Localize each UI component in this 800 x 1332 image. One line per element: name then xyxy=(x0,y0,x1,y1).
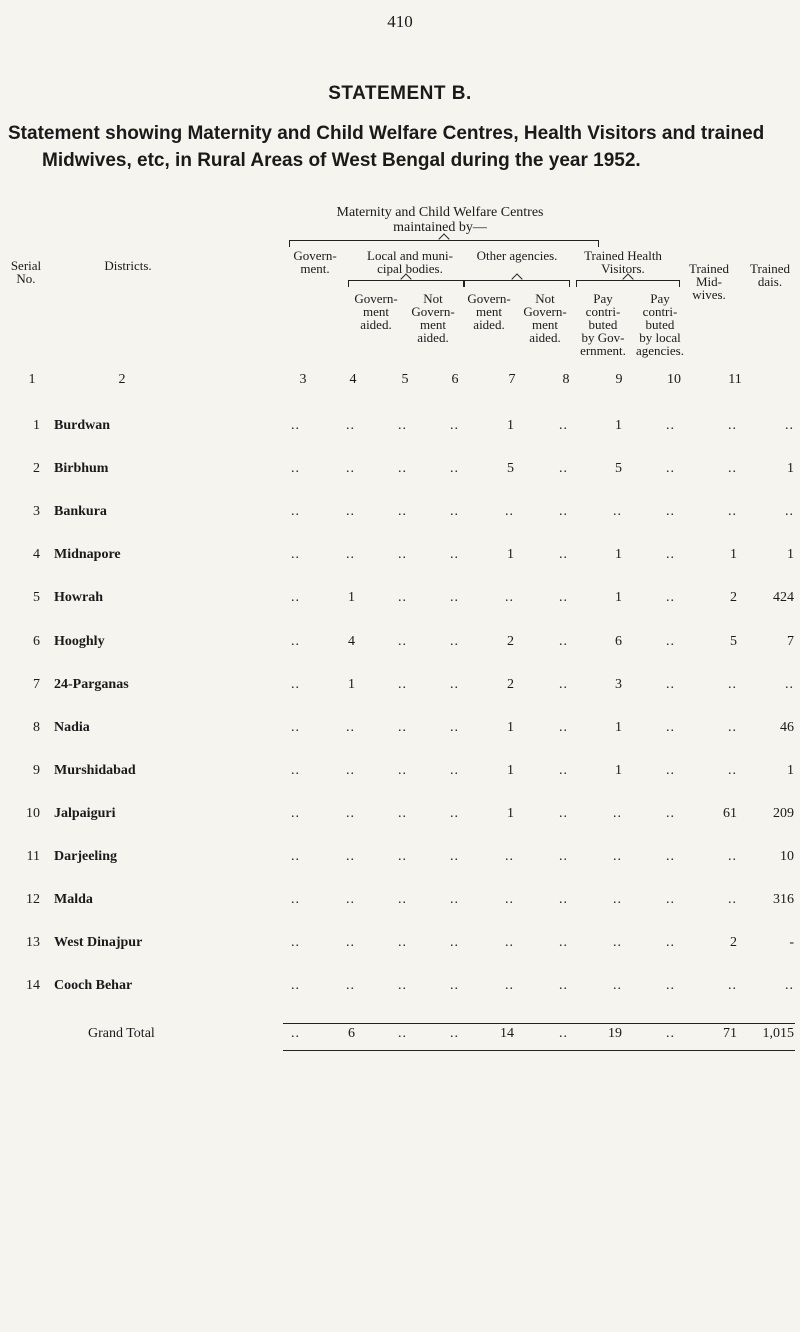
table-cell: .. xyxy=(728,763,737,778)
table-cell: 424 xyxy=(773,590,794,605)
table-cell: .. xyxy=(559,547,568,562)
table-cell: 1 xyxy=(507,806,514,821)
table-cell: .. xyxy=(291,677,300,692)
table-cell: .. xyxy=(398,720,407,735)
grand-total-cell: .. xyxy=(666,1026,675,1041)
header-hv-gov: Pay contri- buted by Gov- ernment. xyxy=(580,291,626,358)
table-cell: .. xyxy=(559,806,568,821)
district-name: Jalpaiguri xyxy=(54,806,116,821)
table-cell: .. xyxy=(346,504,355,519)
table-cell: 2 xyxy=(507,634,514,649)
table-cell: 1 xyxy=(787,763,794,778)
table-cell: .. xyxy=(291,806,300,821)
header-districts: Districts. xyxy=(104,258,152,273)
serial-no: 1 xyxy=(33,418,40,433)
table-cell: .. xyxy=(505,935,514,950)
table-cell: .. xyxy=(666,720,675,735)
table-cell: 6 xyxy=(615,634,622,649)
table-cell: .. xyxy=(291,978,300,993)
table-cell: .. xyxy=(398,935,407,950)
table-cell: .. xyxy=(398,849,407,864)
column-number: 4 xyxy=(349,372,357,387)
serial-no: 10 xyxy=(26,806,40,821)
grand-total-cell: 6 xyxy=(348,1026,355,1041)
table-cell: 1 xyxy=(615,763,622,778)
table-cell: 5 xyxy=(507,461,514,476)
table-cell: .. xyxy=(450,935,459,950)
column-number: 3 xyxy=(299,372,307,387)
serial-no: 6 xyxy=(33,634,40,649)
table-cell: 1 xyxy=(507,418,514,433)
table-cell: 46 xyxy=(780,720,794,735)
table-cell: .. xyxy=(398,418,407,433)
table-cell: 7 xyxy=(787,634,794,649)
serial-no: 11 xyxy=(26,849,40,864)
table-cell: .. xyxy=(666,849,675,864)
table-cell: .. xyxy=(291,418,300,433)
table-cell: .. xyxy=(291,720,300,735)
table-cell: .. xyxy=(450,720,459,735)
header-other-agencies: Other agencies. xyxy=(476,248,558,263)
column-number: 11 xyxy=(728,372,742,387)
table-cell: .. xyxy=(398,547,407,562)
column-number: 8 xyxy=(562,372,570,387)
table-cell: 1 xyxy=(348,677,355,692)
table-cell: .. xyxy=(559,763,568,778)
table-cell: .. xyxy=(291,547,300,562)
table-cell: .. xyxy=(346,418,355,433)
serial-no: 12 xyxy=(26,892,40,907)
table-cell: 1 xyxy=(615,720,622,735)
table-cell: 2 xyxy=(730,590,737,605)
column-number: 9 xyxy=(615,372,623,387)
table-cell: .. xyxy=(346,547,355,562)
table-cell: .. xyxy=(613,806,622,821)
header-hv-local: Pay contri- buted by local agencies. xyxy=(635,291,684,358)
table-cell: 316 xyxy=(773,892,794,907)
header-mcw-group: Maternity and Child Welfare Centres maintained by— xyxy=(336,205,544,235)
table-cell: .. xyxy=(666,763,675,778)
table-cell: .. xyxy=(785,978,794,993)
table-cell: 1 xyxy=(787,461,794,476)
serial-no: 13 xyxy=(26,935,40,950)
table-cell: .. xyxy=(450,461,459,476)
table-cell: .. xyxy=(666,978,675,993)
table-cell: .. xyxy=(398,806,407,821)
table-cell: .. xyxy=(785,504,794,519)
table-cell: - xyxy=(789,935,794,950)
table-cell: .. xyxy=(785,677,794,692)
district-name: Birbhum xyxy=(54,461,109,476)
table-cell: 1 xyxy=(507,763,514,778)
table-cell: .. xyxy=(346,763,355,778)
table-cell: .. xyxy=(613,978,622,993)
table-cell: .. xyxy=(450,763,459,778)
table-cell: .. xyxy=(346,720,355,735)
table-cell: .. xyxy=(559,849,568,864)
table-cell: .. xyxy=(291,763,300,778)
table-cell: .. xyxy=(398,763,407,778)
table-cell: .. xyxy=(346,461,355,476)
table-cell: .. xyxy=(559,978,568,993)
header-lb-not-aided: Not Govern- ment aided. xyxy=(411,291,455,345)
serial-no: 3 xyxy=(33,504,40,519)
header-health-visitors: Trained Health Visitors. xyxy=(584,248,662,276)
district-name: Murshidabad xyxy=(54,763,136,778)
table-cell: .. xyxy=(666,418,675,433)
table-cell: 1 xyxy=(507,547,514,562)
header-government: Govern- ment. xyxy=(293,248,337,276)
district-name: 24-Parganas xyxy=(54,677,129,692)
table-cell: .. xyxy=(559,935,568,950)
table-cell: .. xyxy=(450,849,459,864)
grand-total-cell: .. xyxy=(291,1026,300,1041)
table-cell: 61 xyxy=(723,806,737,821)
table-cell: .. xyxy=(666,892,675,907)
title-line-1: Statement showing Maternity and Child Welfare Centres, Health Visitors and trained xyxy=(8,123,765,144)
header-trained-dais: Trained dais. xyxy=(750,261,790,289)
table-cell: .. xyxy=(559,634,568,649)
serial-no: 7 xyxy=(33,677,40,692)
table-cell: .. xyxy=(291,892,300,907)
district-name: Nadia xyxy=(54,720,90,735)
table-cell: .. xyxy=(728,677,737,692)
district-name: West Dinajpur xyxy=(54,935,143,950)
column-number: 6 xyxy=(451,372,459,387)
table-cell: .. xyxy=(346,849,355,864)
district-name: Midnapore xyxy=(54,547,121,562)
brace-mcw xyxy=(289,240,599,247)
table-cell: .. xyxy=(666,590,675,605)
table-cell: 209 xyxy=(773,806,794,821)
table-cell: 2 xyxy=(730,935,737,950)
page-number: 410 xyxy=(387,12,413,31)
table-cell: .. xyxy=(450,806,459,821)
header-trained-midwives: Trained Mid- wives. xyxy=(689,261,729,302)
table-cell: .. xyxy=(450,504,459,519)
brace-local-bodies xyxy=(348,280,464,287)
district-name: Burdwan xyxy=(54,418,111,433)
header-oa-not-aided: Not Govern- ment aided. xyxy=(523,291,567,345)
table-cell: 3 xyxy=(615,677,622,692)
table-cell: .. xyxy=(450,590,459,605)
grand-total-cell: 14 xyxy=(500,1026,514,1041)
table-cell: .. xyxy=(559,590,568,605)
table-cell: 5 xyxy=(615,461,622,476)
table-cell: .. xyxy=(666,461,675,476)
document-title xyxy=(8,120,794,174)
column-number: 7 xyxy=(508,372,516,387)
district-name: Cooch Behar xyxy=(54,978,133,993)
table-cell: .. xyxy=(728,849,737,864)
table-cell: .. xyxy=(450,547,459,562)
grand-total-cell: 19 xyxy=(608,1026,622,1041)
table-cell: .. xyxy=(291,935,300,950)
table-cell: .. xyxy=(728,461,737,476)
header-serial-no: Serial No. xyxy=(10,258,42,286)
column-number: 2 xyxy=(118,372,126,387)
serial-no: 9 xyxy=(33,763,40,778)
table-cell: .. xyxy=(398,892,407,907)
serial-no: 5 xyxy=(33,590,40,605)
table-cell: .. xyxy=(291,590,300,605)
title-line-2: Midwives, etc, in Rural Areas of West Bengal during the year 1952. xyxy=(42,150,641,171)
table-cell: .. xyxy=(450,634,459,649)
table-cell: .. xyxy=(505,590,514,605)
column-number: 10 xyxy=(667,372,681,387)
table-cell: .. xyxy=(666,547,675,562)
table-cell: .. xyxy=(559,461,568,476)
grand-total-cell: .. xyxy=(398,1026,407,1041)
table-cell: .. xyxy=(559,677,568,692)
table-cell: 1 xyxy=(615,547,622,562)
grand-total-cell: .. xyxy=(559,1026,568,1041)
table-cell: .. xyxy=(666,935,675,950)
table-cell: .. xyxy=(346,935,355,950)
table-cell: .. xyxy=(398,677,407,692)
table-cell: 1 xyxy=(730,547,737,562)
table-cell: .. xyxy=(666,504,675,519)
table-cell: .. xyxy=(728,418,737,433)
table-cell: .. xyxy=(291,849,300,864)
table-cell: .. xyxy=(728,504,737,519)
table-cell: .. xyxy=(291,461,300,476)
grand-total-cell: 1,015 xyxy=(762,1026,794,1041)
table-cell: .. xyxy=(346,892,355,907)
table-cell: .. xyxy=(505,978,514,993)
table-cell: .. xyxy=(398,504,407,519)
table-cell: .. xyxy=(291,634,300,649)
table-cell: .. xyxy=(666,677,675,692)
serial-no: 14 xyxy=(26,978,40,993)
table-cell: .. xyxy=(613,892,622,907)
table-cell: .. xyxy=(346,806,355,821)
district-name: Howrah xyxy=(54,590,103,605)
table-cell: 10 xyxy=(780,849,794,864)
district-name: Darjeeling xyxy=(54,849,117,864)
table-cell: .. xyxy=(450,418,459,433)
grand-total-cell: .. xyxy=(450,1026,459,1041)
district-name: Hooghly xyxy=(54,634,105,649)
table-cell: .. xyxy=(346,978,355,993)
table-cell: .. xyxy=(505,504,514,519)
table-cell: .. xyxy=(559,720,568,735)
table-cell: .. xyxy=(398,590,407,605)
table-cell: .. xyxy=(505,892,514,907)
header-local-bodies: Local and muni- cipal bodies. xyxy=(367,248,453,276)
serial-no: 8 xyxy=(33,720,40,735)
total-bottom-rule xyxy=(283,1050,795,1051)
column-number: 5 xyxy=(401,372,409,387)
table-cell: .. xyxy=(728,720,737,735)
table-cell: .. xyxy=(559,504,568,519)
table-cell: .. xyxy=(398,634,407,649)
table-cell: .. xyxy=(450,978,459,993)
statement-label: STATEMENT B. xyxy=(328,83,472,104)
table-cell: .. xyxy=(785,418,794,433)
header-lb-aided: Govern- ment aided. xyxy=(354,291,398,332)
table-cell: 5 xyxy=(730,634,737,649)
table-cell: .. xyxy=(398,461,407,476)
table-cell: .. xyxy=(666,806,675,821)
brace-health-visitors xyxy=(576,280,680,287)
table-cell: .. xyxy=(559,418,568,433)
table-cell: 4 xyxy=(348,634,355,649)
table-cell: .. xyxy=(559,892,568,907)
table-cell: .. xyxy=(291,504,300,519)
table-cell: 1 xyxy=(348,590,355,605)
grand-total-label: Grand Total xyxy=(88,1026,155,1041)
table-cell: .. xyxy=(613,935,622,950)
table-cell: .. xyxy=(505,849,514,864)
table-cell: .. xyxy=(728,892,737,907)
serial-no: 2 xyxy=(33,461,40,476)
serial-no: 4 xyxy=(33,547,40,562)
table-cell: .. xyxy=(666,634,675,649)
table-cell: .. xyxy=(398,978,407,993)
total-top-rule xyxy=(283,1023,795,1024)
district-name: Bankura xyxy=(54,504,107,519)
table-cell: .. xyxy=(450,677,459,692)
header-oa-aided: Govern- ment aided. xyxy=(467,291,511,332)
table-cell: 1 xyxy=(507,720,514,735)
table-cell: 1 xyxy=(787,547,794,562)
table-cell: 1 xyxy=(615,590,622,605)
table-cell: 2 xyxy=(507,677,514,692)
table-cell: .. xyxy=(613,849,622,864)
district-name: Malda xyxy=(54,892,93,907)
column-number: 1 xyxy=(28,372,36,387)
grand-total-cell: 71 xyxy=(723,1026,737,1041)
table-cell: .. xyxy=(450,892,459,907)
table-cell: .. xyxy=(613,504,622,519)
table-cell: 1 xyxy=(615,418,622,433)
brace-other-agencies xyxy=(464,280,570,287)
table-cell: .. xyxy=(728,978,737,993)
